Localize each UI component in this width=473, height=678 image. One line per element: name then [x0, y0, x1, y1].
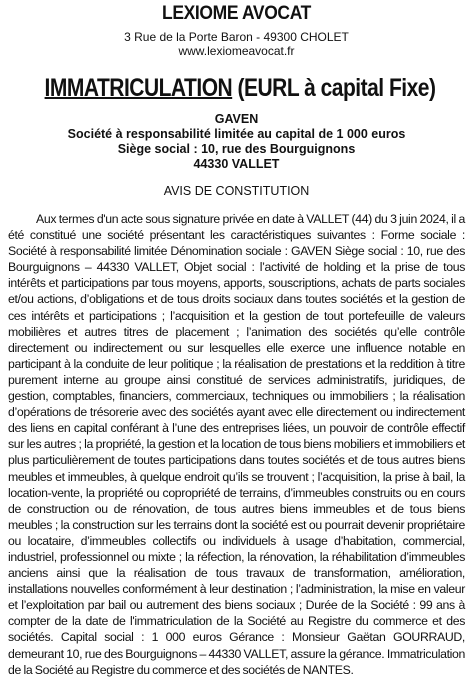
- company-name: GAVEN: [214, 112, 259, 126]
- heading-underlined: IMMATRICULATION: [44, 74, 233, 102]
- notice-body: Aux termes d'un acte sous signature privée en date à VALLET (44) du 3 juin 2024, il a été constitué une société présentant les caractéristiques suivantes : Forme sociale : Société à responsabilité limitée Dénomination sociale : GAVEN Siège social : 10, rue des Bourguignons – 44330 VALLET, Objet social : l’activité de holding et la prise de tous intérêts et participations par tous moyens, apports, souscriptions, achats de parts sociales et/ou actions, d’obligations et de tous droits sociaux dans toutes sociétés et la gestion de ces intérêts et participations ; l’acquisition et la gestion de tout portefeuille de valeurs mobilières et autres titres de placement ; l’animation des sociétés qu’elle contrôle directement ou indirectement ou sur lesquelles elle exerce une influence notable en participant à la conduite de leur politique ; la réalisation de prestations et la reddition à titre purement interne au groupe ainsi constitué de services administratifs, juridiques, de gestion, comptables, financiers, commerciaux, techniques ou immobiliers ; la réalisation d’opérations de trésorerie avec des sociétés ayant avec elle directement ou indirectement des liens en capital conférant à l’une des entreprises liées, un pouvoir de contrôle effectif sur les autres ; la propriété, la gestion et la location de tous biens mobiliers et immobiliers et plus particulièrement de toutes participations dans toutes sociétés et de tous autres biens meubles et immeubles, à quelque endroit qu’ils se trouvent ; l’acquisition, la prise à bail, la location-vente, la propriété ou copropriété de terrains, d’immeubles construits ou en cours de construction ou de rénovation, de tous autres biens immeubles et de tous biens meubles ; la construction sur les terrains dont la société est ou pourrait devenir propriétaire ou locataire, d’immeubles collectifs ou individuels à usage d’habitation, commercial, industriel, professionnel ou mixte ; la réfection, la rénovation, la réhabilitation d’immeubles anciens ainsi que la réalisation de tous travaux de transformation, amélioration, installations nouvelles conformément à leur destination ; l’administration, la mise en valeur et l’exploitation par bail ou autrement des biens sociaux ; Durée de la Société : 99 ans à compter de la date de l'immatriculation de la Société au Registre du commerce et des sociétés. Capital social : 1 000 euros Gérance : Monsieur Gaëtan GOURRAUD, demeurant 10, rue des Bourguignons – 44330 VALLET, assure la gérance. Immatriculation de la Société au Registre du commerce et des sociétés de NANTES.: [8, 212, 465, 677]
- notice-heading: [44, 74, 436, 102]
- firm-name: LEXIOME AVOCAT: [162, 3, 311, 24]
- company-block: [8, 112, 465, 172]
- company-city: 44330 VALLET: [193, 157, 280, 171]
- notice-title: AVIS DE CONSTITUTION: [163, 184, 310, 198]
- company-seat: Siège social : 10, rue des Bourguignons: [117, 142, 356, 156]
- legal-notice-page: [0, 3, 473, 677]
- firm-website: www.lexiomeavocat.fr: [178, 44, 295, 58]
- heading-rest: (EURL à capital Fixe): [232, 74, 436, 102]
- firm-address: 3 Rue de la Porte Baron - 49300 CHOLET: [124, 30, 349, 44]
- company-form-capital: Société à responsabilité limitée au capital de 1 000 euros: [67, 127, 406, 141]
